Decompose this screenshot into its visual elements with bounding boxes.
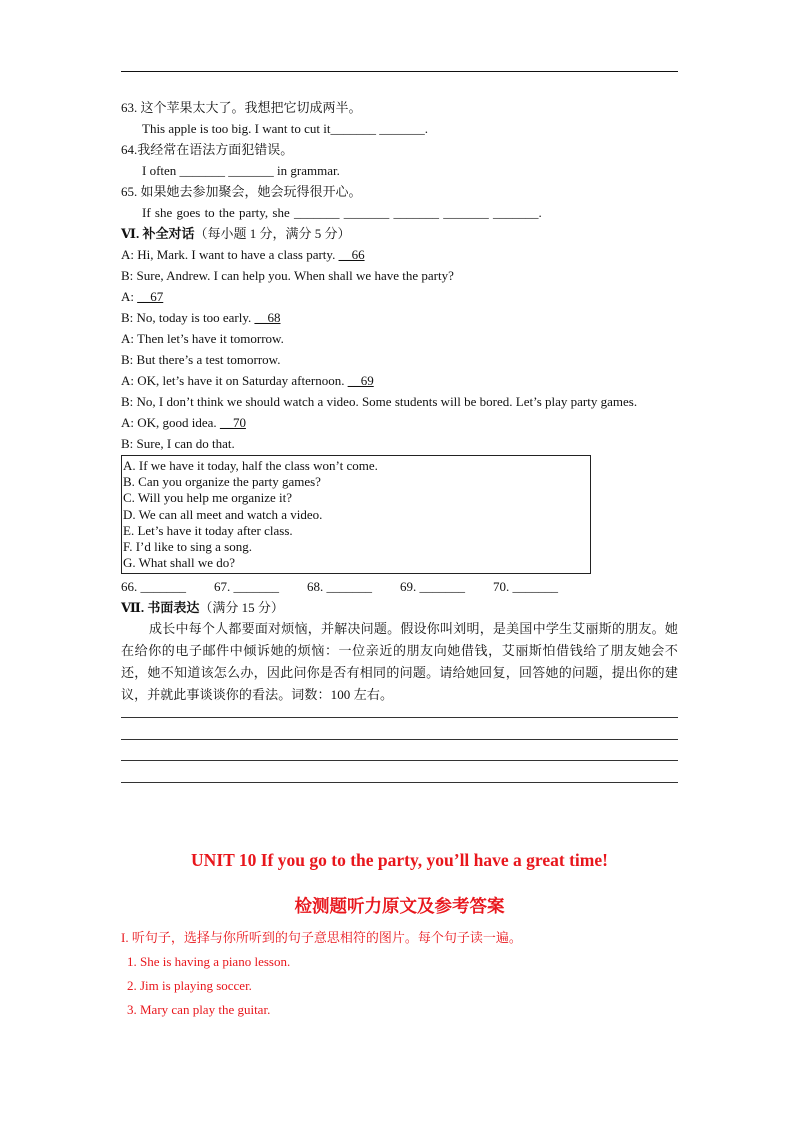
blank-70: __70 [219, 415, 246, 430]
writing-lines [121, 717, 678, 783]
writing-prompt: 成长中每个人都要面对烦恼，并解决问题。假设你叫刘明，是美国中学生艾丽斯的朋友。她在给你的电子邮件中倾诉她的烦恼：一位亲近的朋友向她借钱，艾丽斯怕借钱给了朋友她会不还，她不知道该怎么办，因此问你是否有相同的问题。请给她回复，回答她的问题，提出你的建议，并就此事谈谈你的看法。词数：100 左右。 [121, 621, 678, 703]
header-rule [121, 71, 678, 72]
listening-item-1: 1. She is having a piano lesson. [127, 954, 291, 969]
writing-line [121, 782, 678, 783]
blank-69: __69 [347, 373, 374, 388]
dialogue-line [121, 286, 678, 307]
dialogue-lines [121, 244, 678, 454]
dialogue-text: A: [121, 289, 138, 304]
dialogue-text: A: Then let’s have it tomorrow. [121, 331, 284, 346]
listening-item-2: 2. Jim is playing soccer. [127, 978, 252, 993]
listening-item-3: 3. Mary can play the guitar. [127, 1002, 271, 1017]
dialogue-long-line: B: No, I don’t think we should watch a video. Some students will be bored. Let’s play party games. [121, 394, 638, 409]
dialogue-heading-title: Ⅵ. 补全对话 [121, 226, 195, 241]
answer-slots [121, 576, 678, 597]
q63-sentence: This apple is too big. I want to cut it_______ _______. [142, 121, 428, 136]
dialogue-line [121, 433, 678, 454]
dialogue-heading [121, 223, 678, 244]
q65-sentence: If she goes to the party, she _______ _______ _______ _______ _______. [142, 205, 542, 220]
dialogue-text: A: Hi, Mark. I want to have a class party. [121, 247, 339, 262]
option-e: E. Let’s have it today after class. [123, 522, 293, 538]
writing-heading-title: Ⅶ. 书面表达 [121, 600, 200, 616]
answer-key-title: 检测题听力原文及参考答案 [294, 896, 505, 916]
answer-slot-68: 68. _______ [307, 579, 372, 595]
blank-67: __67 [137, 289, 164, 304]
blank-68: __68 [254, 310, 281, 325]
dialogue-text: A: OK, let’s have it on Saturday afternoon. [121, 373, 348, 388]
option-a: A. If we have it today, half the class won’t come. [123, 458, 378, 473]
worksheet-body [121, 97, 678, 783]
dialogue-line [121, 307, 678, 328]
answer-slot-67: 67. _______ [214, 579, 279, 595]
unit-title: UNIT 10 If you go to the party, you’ll have a great time! [191, 850, 608, 870]
dialogue-line [121, 328, 678, 349]
answer-slot-66: 66. _______ [121, 579, 186, 595]
dialogue-line [121, 244, 678, 265]
dialogue-text: A: OK, good idea. [121, 415, 220, 430]
writing-heading [121, 597, 678, 618]
writing-line [121, 760, 678, 761]
dialogue-text: B: But there’s a test tomorrow. [121, 352, 281, 367]
answer-slot-69: 69. _______ [400, 579, 465, 595]
answer-key-section [121, 848, 678, 1022]
q63-prompt: 63. 这个苹果太大了。我想把它切成两半。 [121, 100, 362, 115]
q64-prompt: 64.我经常在语法方面犯错误。 [121, 142, 294, 157]
dialogue-line [121, 349, 678, 370]
writing-line [121, 717, 678, 718]
q65-prompt: 65. 如果她去参加聚会，她会玩得很开心。 [121, 184, 362, 199]
dialogue-text: B: Sure, I can do that. [121, 436, 235, 451]
listening-instruction: I. 听句子，选择与你所听到的句子意思相符的图片。每个句子读一遍。 [121, 930, 522, 945]
dialogue-text: B: No, today is too early. [121, 310, 255, 325]
q64-sentence: I often _______ _______ in grammar. [142, 163, 340, 178]
option-g: G. What shall we do? [123, 555, 236, 571]
option-d: D. We can all meet and watch a video. [123, 506, 323, 522]
writing-line [121, 739, 678, 740]
dialogue-heading-note: （每小题 1 分，满分 5 分） [194, 226, 351, 241]
writing-heading-note: （满分 15 分） [199, 600, 284, 616]
options-box [121, 455, 591, 574]
dialogue-line [121, 265, 678, 286]
option-b: B. Can you organize the party games? [123, 474, 321, 490]
dialogue-line [121, 412, 678, 433]
answer-slot-70: 70. _______ [493, 579, 558, 595]
option-f: F. I’d like to sing a song. [123, 539, 252, 555]
option-c: C. Will you help me organize it? [123, 490, 293, 506]
blank-66: __66 [338, 247, 365, 262]
dialogue-line [121, 370, 678, 391]
dialogue-text: B: Sure, Andrew. I can help you. When shall we have the party? [121, 268, 454, 283]
